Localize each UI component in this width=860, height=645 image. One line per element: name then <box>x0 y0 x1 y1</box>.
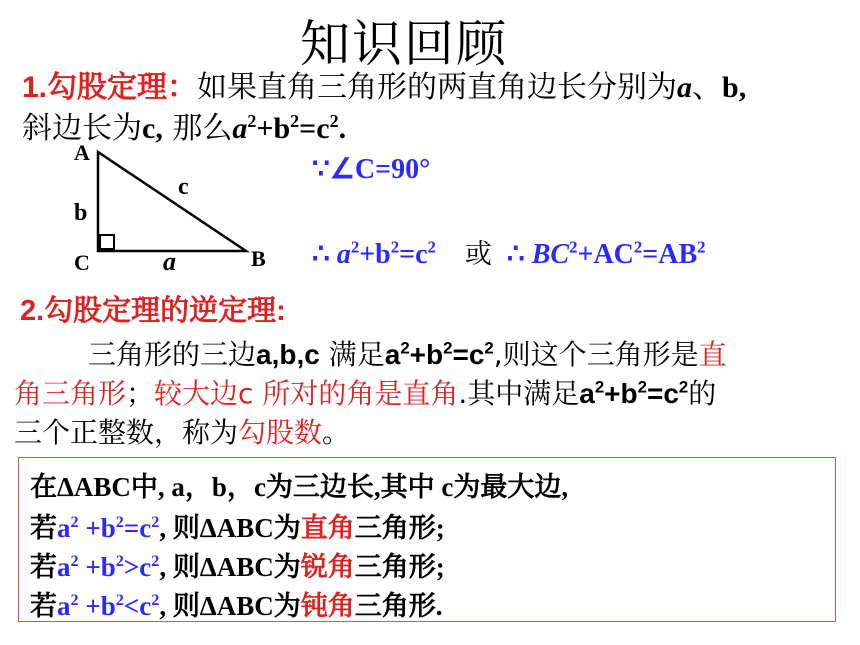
t2-formula-2: $a^2+b^2=c^2$ <box>579 377 689 409</box>
t2-f3b: =c <box>646 378 679 409</box>
row-fmid: +b <box>78 591 116 621</box>
side-b-label: b <box>74 200 88 226</box>
row-fmid: +b <box>78 552 116 582</box>
theorem1-then: 那么 <box>162 111 233 146</box>
theorem2-line2 <box>14 372 716 412</box>
row-formula: $a^2 +b^2=c^2$ <box>57 513 160 543</box>
formula-period: . <box>338 112 347 145</box>
t2-zhi: 直 <box>698 338 727 371</box>
triangle-shape <box>98 152 246 251</box>
t2-p4: .其中满足 <box>458 377 580 410</box>
theorem1-hyp-text: 斜边长为 <box>22 111 142 146</box>
t2-abc: a,b,c <box>256 339 320 370</box>
vertex-c-label: C <box>74 250 90 275</box>
theorem1-b: b, <box>722 71 747 104</box>
right-angle-mark <box>100 235 114 249</box>
t2-p5: 的 <box>688 377 717 410</box>
row-suffix: 三角形; <box>354 513 445 543</box>
t2-p7: 。 <box>322 416 351 449</box>
row-fmid: +b <box>78 513 116 543</box>
row-suffix: 三角形. <box>354 591 443 621</box>
row-formula: $a^2 +b^2>c^2$ <box>57 552 160 582</box>
therefore-formula-1: ∴ $a^2+b^2=c^2$ <box>312 237 436 270</box>
theorem1-formula: $a^2+b^2=c^2$. <box>232 111 347 145</box>
theorem2-heading: 2.勾股定理的逆定理: <box>20 295 286 327</box>
tf-ab: =AB <box>642 239 698 270</box>
tf-c: =c <box>399 239 428 270</box>
therefore-formula-2: ∴ $BC^2+AC^2=AB^2$ <box>506 237 706 270</box>
vertex-b-label: B <box>251 246 266 271</box>
row-suffix-pre: , 则ΔABC为 <box>159 513 301 543</box>
therefore-statement <box>312 232 706 271</box>
vertex-a-label: A <box>74 140 90 165</box>
box-row-acute <box>30 545 445 584</box>
box-intro: 在ΔABC中, a，b，c为三边长,其中 c为最大边, <box>30 472 569 502</box>
row-fa: a <box>57 591 71 621</box>
row-kind: 锐角 <box>300 552 355 582</box>
theorem1-heading: 1.勾股定理： <box>22 71 198 104</box>
page-title: 知识回顾 <box>300 15 508 73</box>
theorem1-text: 如果直角三角形的两直角边长分别为 <box>197 70 678 105</box>
t2-right-triangle: 角三角形 <box>14 377 127 410</box>
tf-b: +b <box>359 239 391 270</box>
row-fa: a <box>57 552 71 582</box>
row-fop: >c <box>123 552 152 582</box>
t2-longest-side: 较大边c 所对的角是直角 <box>154 377 459 410</box>
therefore-symbol: ∴ <box>312 239 337 270</box>
formula-b: +b <box>256 112 291 145</box>
box-row-obtuse <box>30 584 443 623</box>
t2-p6: 三个正整数，称为 <box>14 416 239 449</box>
side-a-label: a <box>163 247 176 276</box>
tf-ac: +AC <box>577 239 634 270</box>
row-prefix: 若 <box>30 552 57 582</box>
row-formula: $a^2 +b^2<c^2$ <box>57 591 160 621</box>
t2-f3: =c <box>452 339 485 370</box>
t2-f1b: a <box>579 378 595 409</box>
theorem1-c: c, <box>142 112 163 145</box>
row-fop: =c <box>123 513 152 543</box>
t2-p1: 三角形的三边 <box>88 338 257 371</box>
theorem2-line1 <box>88 333 727 373</box>
t2-p2: 满足 <box>319 338 385 371</box>
row-fa: a <box>57 513 71 543</box>
t2-semi: ； <box>126 377 155 410</box>
row-kind: 钝角 <box>300 591 355 621</box>
because-statement: ∵∠C=90° <box>312 154 431 185</box>
theorem1-a: a <box>677 71 693 104</box>
t2-f2b: +b <box>604 378 638 409</box>
t2-p3: ,则这个三角形是 <box>493 338 699 371</box>
row-suffix: 三角形; <box>354 552 445 582</box>
tf-bc: BC <box>531 239 570 270</box>
t2-f2: +b <box>409 339 444 370</box>
row-fop: <c <box>123 591 152 621</box>
t2-formula: $a^2+b^2=c^2$ <box>384 338 494 370</box>
row-prefix: 若 <box>30 513 57 543</box>
row-suffix-pre: , 则ΔABC为 <box>159 591 301 621</box>
theorem2-line3 <box>14 411 350 451</box>
box-row-right <box>30 506 445 545</box>
formula-a: a <box>232 112 248 145</box>
side-c-label: c <box>178 174 189 200</box>
theorem1-line1 <box>22 62 746 106</box>
theorem1-sep: 、 <box>692 70 723 105</box>
therefore-symbol-2: ∴ <box>506 239 532 270</box>
t2-gougu-numbers: 勾股数 <box>238 416 323 449</box>
row-kind: 直角 <box>300 513 355 543</box>
or-text: 或 <box>464 239 492 270</box>
t2-f1: a <box>384 339 401 370</box>
formula-c: =c <box>299 112 330 145</box>
row-suffix-pre: , 则ΔABC为 <box>159 552 301 582</box>
row-prefix: 若 <box>30 591 57 621</box>
tf-a: a <box>336 239 351 270</box>
